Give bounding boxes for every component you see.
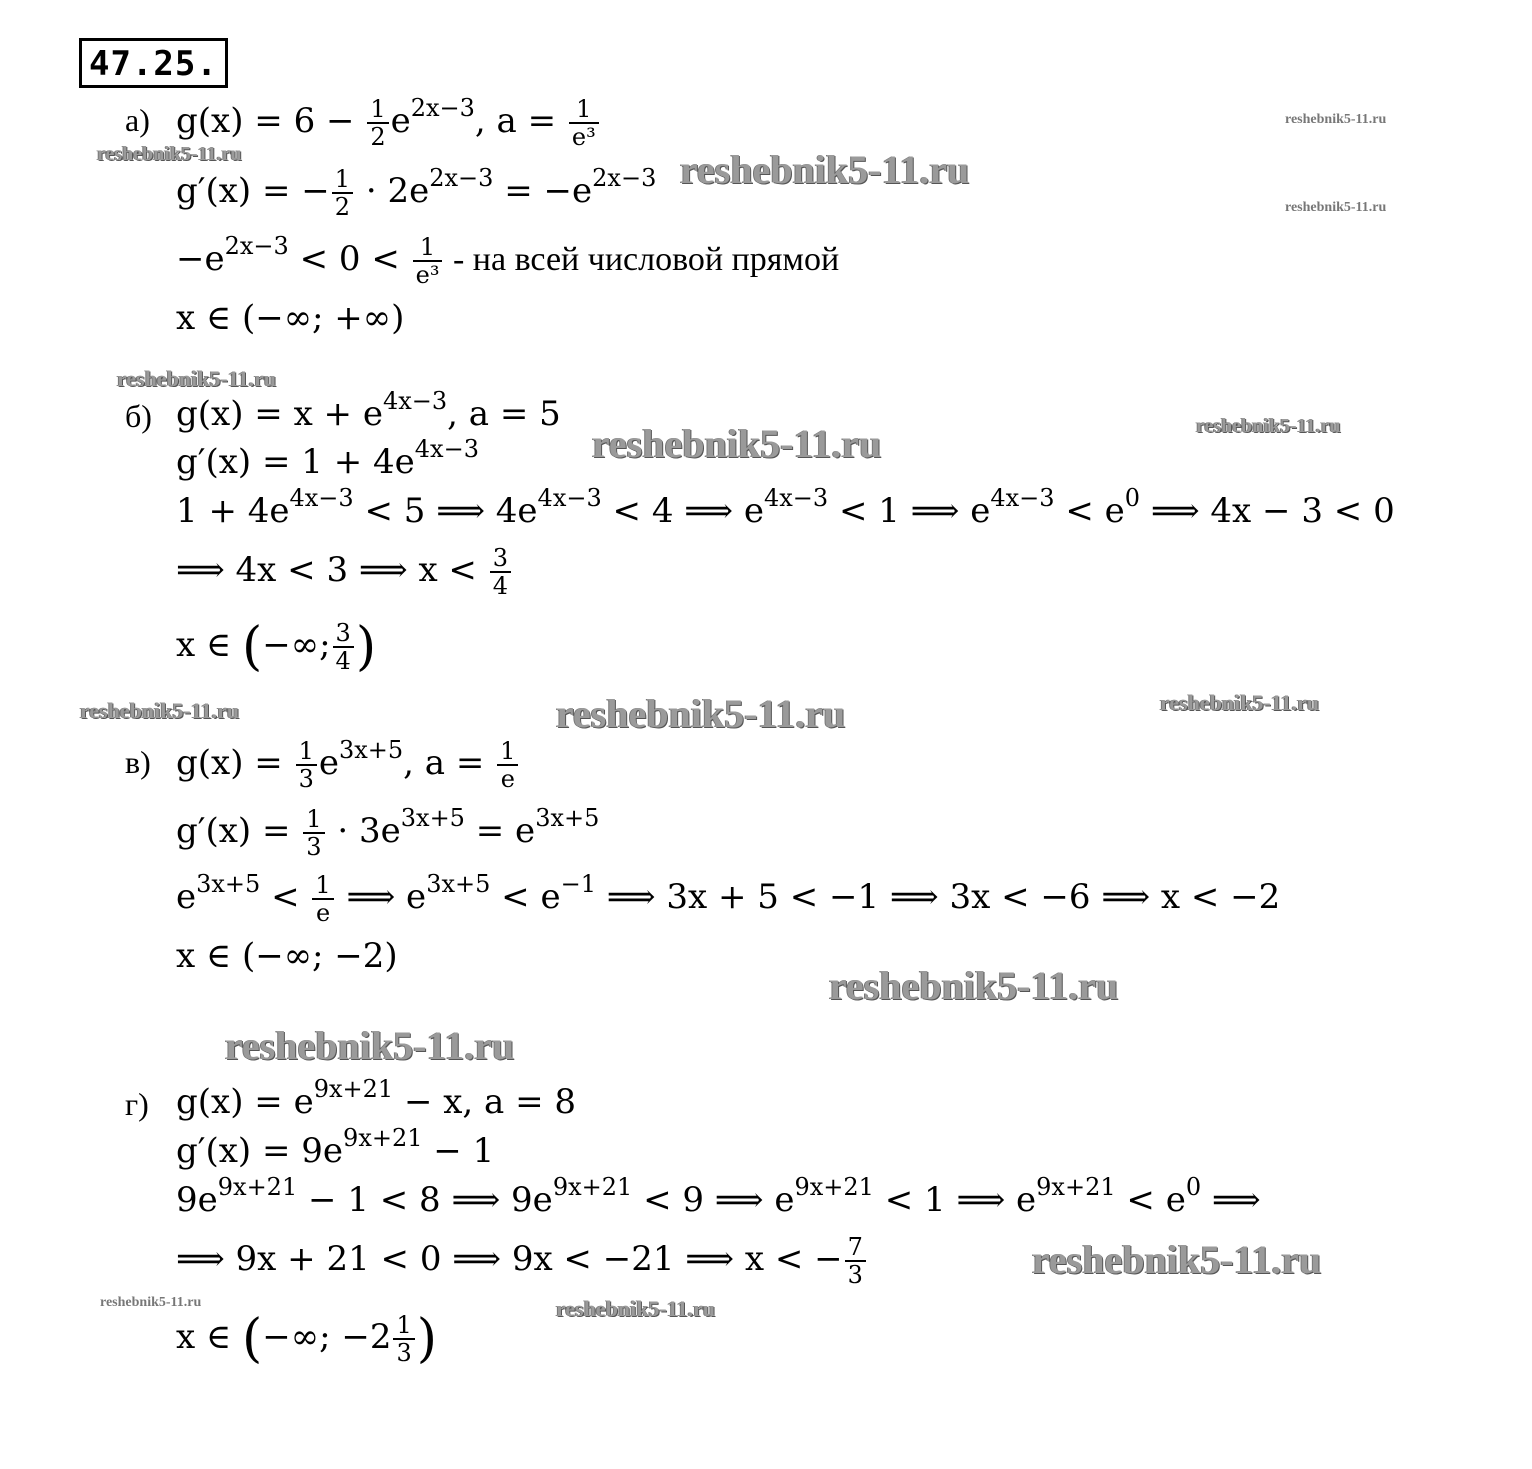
problem-number: 47.25. [79, 38, 228, 88]
part-d-line-4: ⟹ 9x + 21 < 0 ⟹ 9x < −21 ⟹ x < − $\frac{7}{3}$ [176, 1234, 868, 1288]
part-b-line-1: $g(x) = x + e^{4x-3}$, a = 5 [176, 387, 561, 434]
watermark: reshebnik5-11.ru [117, 366, 277, 391]
watermark: reshebnik5-11.ru [100, 1295, 202, 1310]
part-b-line-3: $1 + 4e^{4x-3} < 5$ ⟹ $4e^{4x-3} < 4$ ⟹ $e^{4x-3} < 1$ ⟹ $e^{4x-3} < e^0$ ⟹ 4x − 3 < 0 [176, 484, 1395, 531]
part-d-line-1: $g(x) = e^{9x+21} - x$, a = 8 [176, 1075, 577, 1122]
watermark: reshebnik5-11.ru [556, 1296, 716, 1321]
watermark: reshebnik5-11.ru [1196, 415, 1341, 437]
part-b-line-5: x ∈ (−∞; $\frac{3}{4}$ ) [176, 617, 377, 677]
part-a-line-1: g(x) = 6 − $\frac{1}{2}$ $e^{2x-3}$, a = $\frac{1}{\text{e³}}$ [176, 96, 601, 150]
part-c-line-2: g′(x) = $\frac{1}{3}$ · $3e^{3x+5} = e^{3x+5}$ [176, 804, 600, 861]
watermark: reshebnik5-11.ru [80, 698, 240, 723]
part-label-c: в) [125, 744, 151, 780]
part-label-d: г) [125, 1086, 149, 1122]
watermark: reshebnik5-11.ru [1285, 112, 1387, 127]
part-label-a: а) [125, 102, 150, 138]
part-label-b: б) [125, 398, 152, 434]
watermark: reshebnik5-11.ru [225, 1023, 515, 1068]
part-b-line-4: ⟹ 4x < 3 ⟹ x < $\frac{3}{4}$ [176, 545, 513, 599]
watermark: reshebnik5-11.ru [1285, 200, 1387, 215]
part-a-line-2: g′(x) = − $\frac{1}{2}$ · $2e^{2x-3} = -e^{2x-3}$ [176, 164, 657, 221]
part-c-line-4: x ∈ (−∞; −2) [176, 936, 398, 976]
watermark: reshebnik5-11.ru [1160, 690, 1320, 715]
watermark: reshebnik5-11.ru [556, 691, 846, 736]
part-d-line-5: x ∈ (−∞; −2 $\frac{1}{3}$ ) [176, 1309, 438, 1369]
part-a-line-3: $-e^{2x-3} < 0$ < $\frac{1}{\text{e³}}$ - на всей числовой прямой [176, 232, 840, 289]
part-c-line-1: g(x) = $\frac{1}{3}$ $e^{3x+5}$, a = $\frac{1}{e}$ [176, 738, 520, 792]
watermark: reshebnik5-11.ru [592, 421, 882, 466]
watermark: reshebnik5-11.ru [829, 963, 1119, 1008]
part-b-line-2: $g'(x) = 1 + 4e^{4x-3}$ [176, 435, 479, 482]
part-a-line-4: x ∈ (−∞; +∞) [176, 298, 405, 338]
watermark: reshebnik5-11.ru [680, 147, 970, 192]
watermark: reshebnik5-11.ru [97, 143, 242, 165]
part-c-line-3: $e^{3x+5}$ < $\frac{1}{e}$ ⟹ $e^{3x+5} < e^{-1}$ ⟹ 3x + 5 < −1 ⟹ 3x < −6 ⟹ x < −2 [176, 870, 1281, 927]
part-d-line-2: $g'(x) = 9e^{9x+21} - 1$ [176, 1124, 495, 1171]
part-d-line-3: $9e^{9x+21} - 1 < 8$ ⟹ $9e^{9x+21} < 9$ ⟹ $e^{9x+21} < 1$ ⟹ $e^{9x+21} < e^0$ ⟹ [176, 1173, 1261, 1220]
watermark: reshebnik5-11.ru [1032, 1237, 1322, 1282]
